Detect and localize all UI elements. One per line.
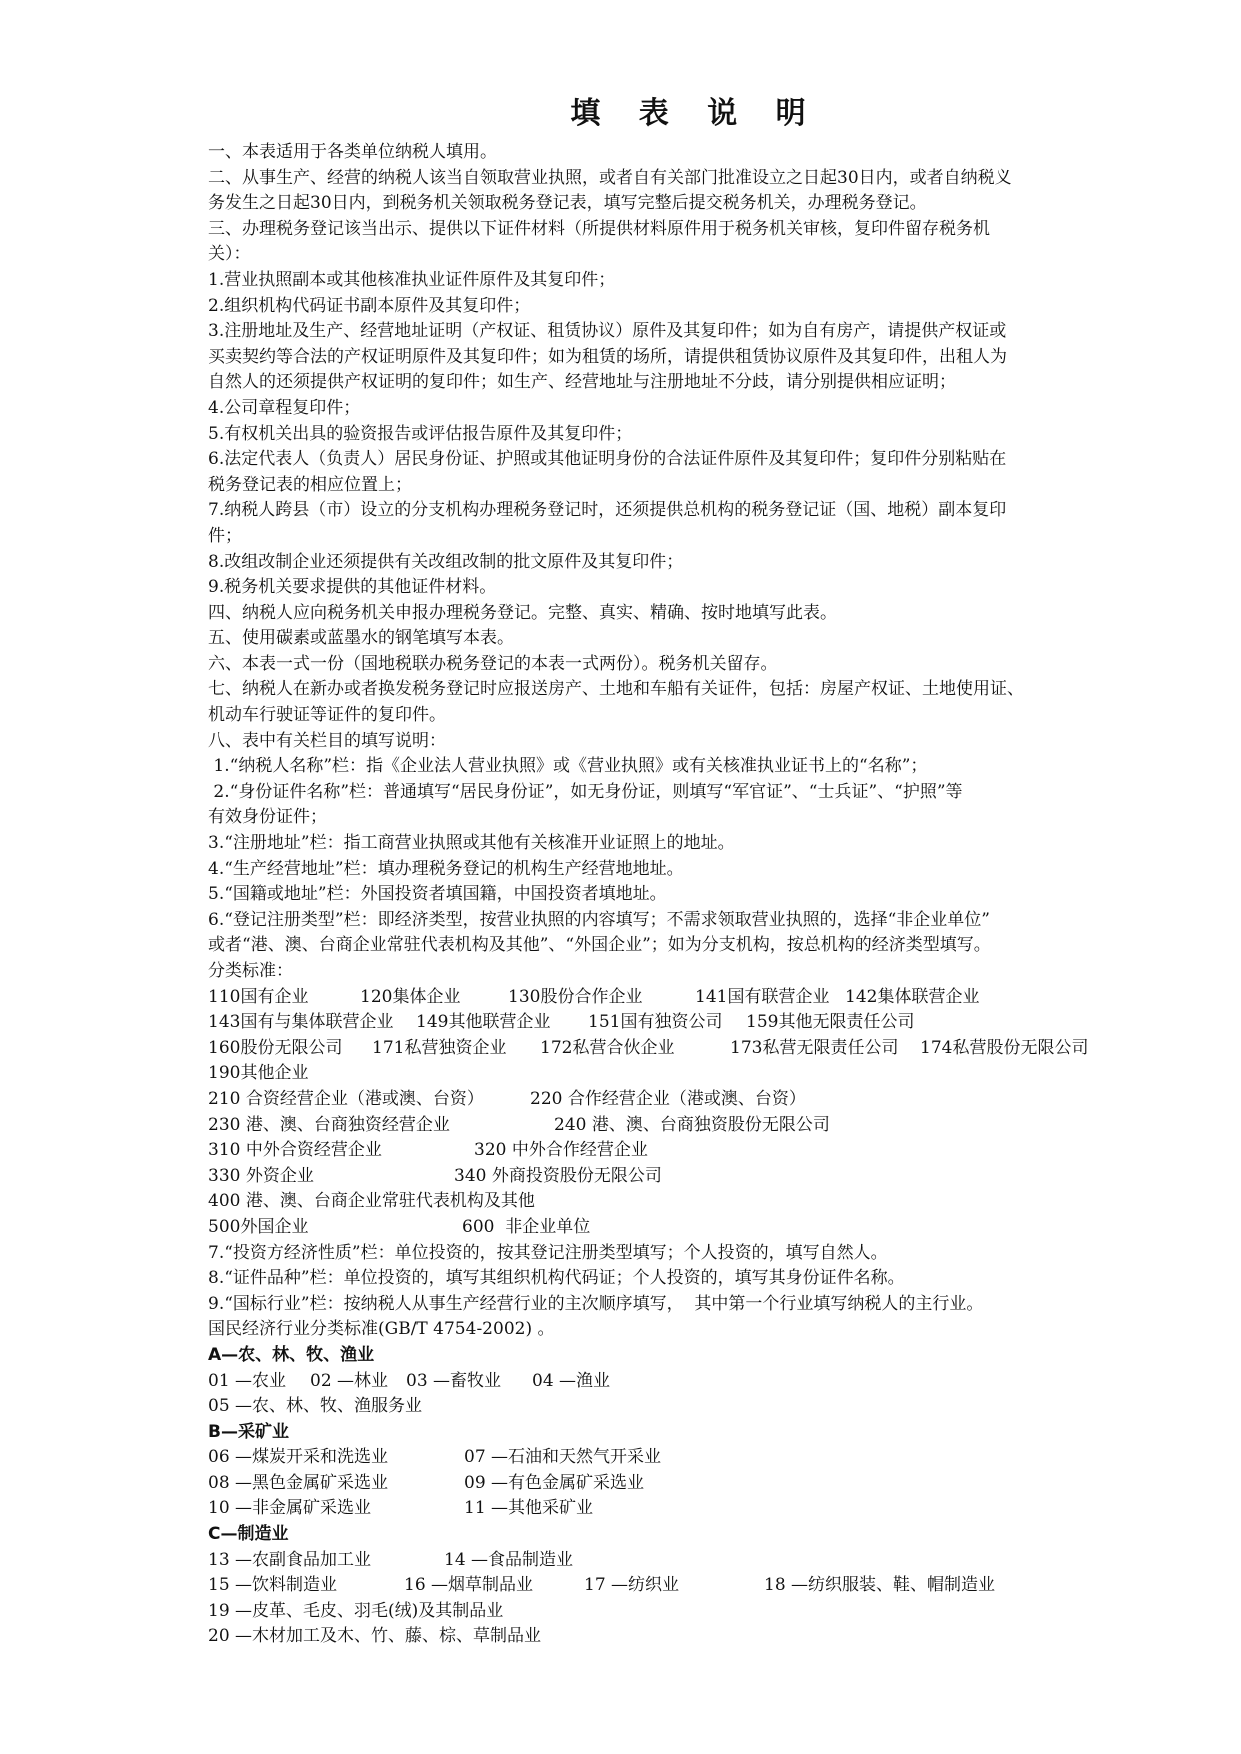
- industry-item: 19 —皮革、毛皮、羽毛(绒)及其制品业: [208, 1600, 504, 1621]
- industry-row: [208, 1548, 1168, 1574]
- industry-item: 06 —煤炭开采和洗选业: [208, 1447, 389, 1468]
- industry-row: [208, 1445, 1168, 1471]
- class-item: 190其他企业: [208, 1063, 309, 1084]
- class-item: 400 港、澳、台商企业常驻代表机构及其他: [208, 1191, 535, 1212]
- text-line: 分类标准：: [208, 961, 293, 981]
- text-line: 税务登记表的相应位置上；: [208, 474, 412, 495]
- class-row: [208, 1164, 1168, 1190]
- class-item: 110国有企业: [208, 986, 309, 1007]
- text-line: 二、从事生产、经营的纳税人该当自领取营业执照，或者自有关部门批准设立之日起30日内，或者自纳税义: [208, 167, 1012, 188]
- class-item: 172私营合伙企业: [540, 1037, 675, 1058]
- text-line: 6.“登记注册类型”栏：即经济类型，按营业执照的内容填写；不需求领取营业执照的，选择“非企业单位”: [208, 909, 990, 930]
- text-line: 5.有权机关出具的验资报告或评估报告原件及其复印件；: [208, 423, 633, 444]
- industry-item: 16 —烟草制品业: [404, 1575, 534, 1596]
- text-line: 9.税务机关要求提供的其他证件材料。: [208, 577, 497, 598]
- section-heading: B—采矿业: [208, 1421, 289, 1442]
- text-line: 8.改组改制企业还须提供有关改组改制的批文原件及其复印件；: [208, 551, 684, 572]
- class-item: 320 中外合作经营企业: [474, 1140, 648, 1161]
- text-line: 9.“国标行业”栏：按纳税人从事生产经营行业的主次顺序填写， 其中第一个行业填写纳税人的主行业。: [208, 1293, 984, 1314]
- industry-item: 03 —畜牧业: [406, 1370, 502, 1391]
- industry-row: [208, 1599, 1168, 1625]
- text-line: 八、表中有关栏目的填写说明：: [208, 730, 446, 751]
- class-item: 171私营独资企业: [372, 1037, 507, 1058]
- industry-item: 08 —黑色金属矿采选业: [208, 1472, 389, 1493]
- class-item: 310 中外合资经营企业: [208, 1140, 382, 1161]
- text-line: 国民经济行业分类标准(GB/T 4754-2002) 。: [208, 1319, 555, 1340]
- class-item: 130股份合作企业: [508, 986, 643, 1007]
- industry-item: 11 —其他采矿业: [464, 1498, 594, 1519]
- text-line: 务发生之日起30日内，到税务机关领取税务登记表，填写完整后提交税务机关，办理税务登记。: [208, 193, 927, 214]
- industry-item: 14 —食品制造业: [444, 1549, 574, 1570]
- text-line: 3.“注册地址”栏：指工商营业执照或其他有关核准开业证照上的地址。: [208, 833, 735, 854]
- industry-item: 09 —有色金属矿采选业: [464, 1472, 645, 1493]
- class-row: [208, 1036, 1168, 1062]
- text-line: 五、使用碳素或蓝墨水的钢笔填写本表。: [208, 628, 514, 649]
- industry-item: 05 —农、林、牧、渔服务业: [208, 1396, 423, 1417]
- text-line: 3.注册地址及生产、经营地址证明（产权证、租赁协议）原件及其复印件；如为自有房产，请提供产权证或: [208, 321, 1007, 342]
- text-line: 5.“国籍或地址”栏：外国投资者填国籍，中国投资者填地址。: [208, 884, 667, 905]
- class-item: 240 港、澳、台商独资股份无限公司: [554, 1114, 830, 1135]
- industry-row: [208, 1369, 1168, 1395]
- text-line: 自然人的还须提供产权证明的复印件；如生产、经营地址与注册地址不分歧，请分别提供相应证明；: [208, 372, 956, 393]
- text-line: 8.“证件品种”栏：单位投资的，填写其组织机构代码证；个人投资的，填写其身份证件名称。: [208, 1268, 905, 1289]
- class-item: 159其他无限责任公司: [746, 1012, 915, 1033]
- text-line: 4.公司章程复印件；: [208, 397, 361, 418]
- document-page: [208, 96, 1168, 1650]
- class-item: 142集体联营企业: [845, 986, 980, 1007]
- industry-row: [208, 1471, 1168, 1497]
- page-title: 填 表 说 明: [570, 96, 820, 131]
- class-item: 120集体企业: [360, 986, 461, 1007]
- class-item: 330 外资企业: [208, 1165, 314, 1186]
- class-row: [208, 1010, 1168, 1036]
- class-row: [208, 1189, 1168, 1215]
- text-line: 六、本表一式一份（国地税联办税务登记的本表一式两份）。税务机关留存。: [208, 653, 778, 674]
- section-heading: A—农、林、牧、渔业: [208, 1344, 375, 1365]
- industry-row: [208, 1394, 1168, 1420]
- class-item: 151国有独资公司: [588, 1012, 723, 1033]
- text-line: 件；: [208, 525, 242, 546]
- text-line: 6.法定代表人（负责人）居民身份证、护照或其他证明身份的合法证件原件及其复印件；复印件分别粘贴在: [208, 449, 1007, 470]
- class-item: 230 港、澳、台商独资经营企业: [208, 1114, 450, 1135]
- section-heading: C—制造业: [208, 1524, 289, 1545]
- text-line: 三、办理税务登记该当出示、提供以下证件材料（所提供材料原件用于税务机关审核，复印件留存税务机: [208, 218, 990, 239]
- text-line: 四、纳税人应向税务机关申报办理税务登记。完整、真实、精确、按时地填写此表。: [208, 602, 837, 623]
- class-item: 340 外商投资股份无限公司: [454, 1165, 662, 1186]
- industry-item: 07 —石油和天然气开采业: [464, 1447, 662, 1468]
- industry-row: [208, 1573, 1168, 1599]
- industry-item: 15 —饮料制造业: [208, 1575, 338, 1596]
- text-line: 有效身份证件；: [208, 807, 327, 828]
- class-row: [208, 1061, 1168, 1087]
- text-line: 4.“生产经营地址”栏：填办理税务登记的机构生产经营地地址。: [208, 858, 684, 879]
- industry-item: 01 —农业: [208, 1370, 287, 1391]
- instructions-body: [208, 140, 1168, 1650]
- industry-item: 18 —纺织服装、鞋、帽制造业: [764, 1575, 996, 1596]
- class-item: 500外国企业: [208, 1216, 309, 1237]
- text-line: 机动车行驶证等证件的复印件。: [208, 705, 446, 726]
- industry-item: 13 —农副食品加工业: [208, 1549, 372, 1570]
- class-row: [208, 1215, 1168, 1241]
- industry-row: [208, 1496, 1168, 1522]
- text-line: 7.“投资方经济性质”栏：单位投资的，按其登记注册类型填写；个人投资的，填写自然人。: [208, 1242, 888, 1263]
- class-row: [208, 1113, 1168, 1139]
- class-item: 173私营无限责任公司: [730, 1037, 899, 1058]
- class-item: 600 非企业单位: [462, 1216, 591, 1237]
- class-row: [208, 1087, 1168, 1113]
- text-line: 买卖契约等合法的产权证明原件及其复印件；如为租赁的场所，请提供租赁协议原件及其复印件，出租人为: [208, 346, 1007, 367]
- text-line: 七、纳税人在新办或者换发税务登记时应报送房产、土地和车船有关证件，包括：房屋产权证、土地使用证、: [208, 679, 1024, 700]
- text-line: 1.“纳税人名称”栏：指《企业法人营业执照》或《营业执照》或有关核准执业证书上的“名称”；: [208, 756, 928, 777]
- text-line: 2.“身份证件名称”栏：普通填写“居民身份证”，如无身份证，则填写“军官证”、“士兵证”、“护照”等: [208, 781, 963, 802]
- text-line: 7.纳税人跨县（市）设立的分支机构办理税务登记时，还须提供总机构的税务登记证（国、地税）副本复印: [208, 500, 1007, 521]
- industry-item: 04 —渔业: [532, 1370, 611, 1391]
- industry-item: 10 —非金属矿采选业: [208, 1498, 372, 1519]
- class-item: 160股份无限公司: [208, 1037, 343, 1058]
- text-line: 1.营业执照副本或其他核准执业证件原件及其复印件；: [208, 269, 616, 290]
- class-item: 149其他联营企业: [416, 1012, 551, 1033]
- industry-item: 20 —木材加工及木、竹、藤、棕、草制品业: [208, 1626, 542, 1647]
- class-item: 174私营股份无限公司: [920, 1037, 1089, 1058]
- text-line: 关）：: [208, 244, 251, 265]
- industry-item: 02 —林业: [310, 1370, 389, 1391]
- class-item: 143国有与集体联营企业: [208, 1012, 394, 1033]
- class-item: 220 合作经营企业（港或澳、台资）: [530, 1088, 806, 1109]
- text-line: 一、本表适用于各类单位纳税人填用。: [208, 142, 497, 162]
- industry-row: [208, 1624, 1168, 1650]
- class-row: [208, 985, 1168, 1011]
- text-line: 或者“港、澳、台商企业常驻代表机构及其他”、“外国企业”；如为分支机构，按总机构的经济类型填写。: [208, 935, 991, 956]
- class-item: 210 合资经营企业（港或澳、台资）: [208, 1088, 484, 1109]
- industry-item: 17 —纺织业: [584, 1575, 680, 1596]
- class-item: 141国有联营企业: [695, 986, 830, 1007]
- class-row: [208, 1138, 1168, 1164]
- text-line: 2.组织机构代码证书副本原件及其复印件；: [208, 295, 531, 316]
